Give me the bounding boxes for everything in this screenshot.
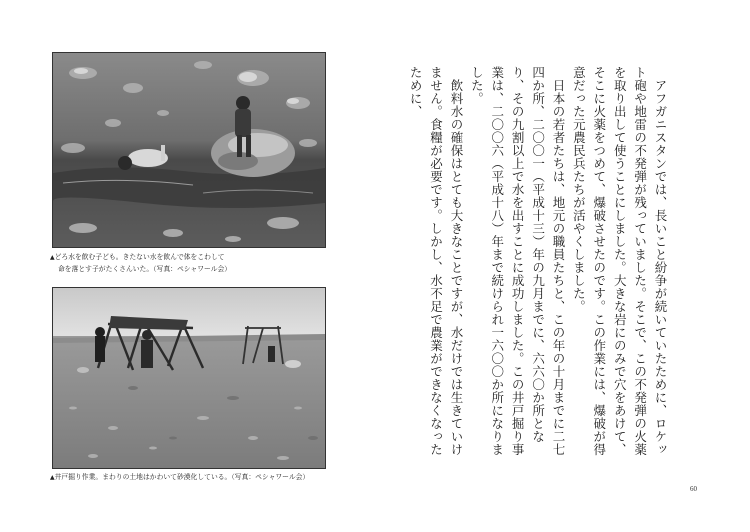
body-paragraph-1: アフガニスタンでは、長いこと紛争が続いていたために、ロケット砲や地雷の不発弾が残っていました。そこで、この不発弾の火薬を取り出して使うことにしました。大きな岩にのみで穴をあけて、そこに火薬をつめて、爆破させたのです。この作業には、爆破が得意だった元農民兵たちが活やくしました。 — [571, 66, 668, 456]
photo-well-digging-work — [52, 287, 326, 469]
photo-caption-bottom — [50, 472, 309, 484]
caption-text-line-2: 命を落とす子がたくさんいた。（写真：ペシャワール会） — [58, 264, 232, 273]
photo-well-digging-image — [53, 288, 325, 468]
photo-caption-top — [50, 252, 231, 274]
caption-text-line-1: どろ水を飲む子ども。きたない水を飲んで体をこわして — [54, 253, 225, 261]
caption-marker: ▲ — [50, 474, 55, 481]
caption-marker: ▲ — [50, 254, 55, 261]
caption-text-line-1: 井戸掘り作業。まわりの土地はかわいて砂漠化している。（写真：ペシャワール会） — [54, 473, 310, 481]
body-paragraph-2: 日本の若者たちは、地元の職員たちと、この年の十月までに二七四か所、二〇〇一（平成十三）年の九月までに、六六〇か所となり、その九割以上で水を出すことに成功しました。この井戸掘り事業は、二〇〇六（平成十八）年まで続けられ一六〇〇か所になりました。 — [469, 66, 566, 456]
photo-children-drinking-muddy-water — [52, 52, 326, 248]
body-text-vertical — [340, 66, 670, 466]
body-paragraph-3: 飲料水の確保はとても大きなことですが、水だけでは生きていけません。食糧が必要です。しかし、水不足で農業ができなくなったために、 — [408, 66, 464, 456]
photo-children-drinking-image — [53, 53, 325, 247]
page-number: 60 — [690, 485, 697, 493]
